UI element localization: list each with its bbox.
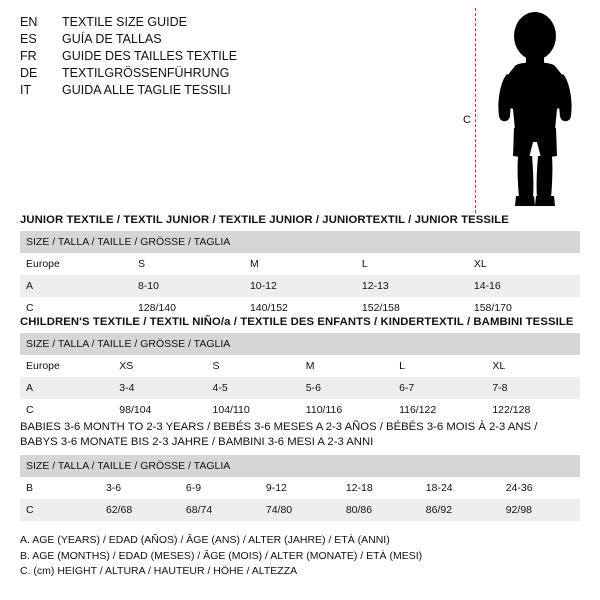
row-label: C xyxy=(20,499,100,521)
cell-value: 80/86 xyxy=(340,499,420,521)
language-code: DE xyxy=(20,66,38,80)
size-header-label: SIZE / TALLA / TAILLE / GRÖSSE / TAGLIA xyxy=(20,455,580,477)
table-row xyxy=(20,499,580,521)
language-code: IT xyxy=(20,83,32,97)
cell-value: S xyxy=(207,355,300,377)
language-row xyxy=(20,48,440,65)
cell-value: 10-12 xyxy=(244,275,356,297)
height-measurement-figure xyxy=(455,8,585,213)
junior-size-table xyxy=(20,231,580,319)
row-label: A xyxy=(20,275,132,297)
cell-value: 110/116 xyxy=(300,399,393,421)
language-code: EN xyxy=(20,15,38,29)
babies-size-table xyxy=(20,455,580,521)
row-label: C xyxy=(20,297,132,319)
cell-value: 62/68 xyxy=(100,499,180,521)
table-row xyxy=(20,377,580,399)
language-title: GUIDA ALLE TAGLIE TESSILI xyxy=(62,83,231,97)
section-title-junior: JUNIOR TEXTILE / TEXTIL JUNIOR / TEXTILE JUNIOR / JUNIORTEXTIL / JUNIOR TESSILE xyxy=(20,214,509,226)
row-label: Europe xyxy=(20,355,113,377)
cell-value: XL xyxy=(486,355,580,377)
cell-value: L xyxy=(393,355,486,377)
cell-value: 9-12 xyxy=(260,477,340,499)
cell-value: 128/140 xyxy=(132,297,244,319)
cell-value: 86/92 xyxy=(420,499,500,521)
cell-value: 5-6 xyxy=(300,377,393,399)
cell-value: 24-36 xyxy=(500,477,580,499)
cell-value: 12-18 xyxy=(340,477,420,499)
cell-value: 104/110 xyxy=(207,399,300,421)
cell-value: XS xyxy=(113,355,206,377)
language-code: ES xyxy=(20,32,37,46)
toddler-silhouette-icon xyxy=(485,10,585,210)
language-row xyxy=(20,31,440,48)
cell-value: 4-5 xyxy=(207,377,300,399)
section-title-children: CHILDREN'S TEXTILE / TEXTIL NIÑO/а / TEXTILE DES ENFANTS / KINDERTEXTIL / BAMBINI TESSILE xyxy=(20,316,574,328)
cell-value: S xyxy=(132,253,244,275)
cell-value: 3-6 xyxy=(100,477,180,499)
cell-value: XL xyxy=(468,253,580,275)
cell-value: 122/128 xyxy=(486,399,580,421)
cell-value: 92/98 xyxy=(500,499,580,521)
table-row xyxy=(20,399,580,421)
language-row xyxy=(20,65,440,82)
size-header-label: SIZE / TALLA / TAILLE / GRÖSSE / TAGLIA xyxy=(20,231,580,253)
height-guide-line xyxy=(475,8,476,213)
row-label: Europe xyxy=(20,253,132,275)
cell-value: 140/152 xyxy=(244,297,356,319)
language-title: TEXTILE SIZE GUIDE xyxy=(62,15,188,29)
children-size-table xyxy=(20,333,580,421)
section-babies xyxy=(20,420,580,521)
cell-value: 6-7 xyxy=(393,377,486,399)
cell-value: L xyxy=(356,253,468,275)
language-title: GUIDE DES TAILLES TEXTILE xyxy=(62,49,238,63)
cell-value: 6-9 xyxy=(180,477,260,499)
language-row xyxy=(20,82,440,99)
footnote-b: B. AGE (MONTHS) / EDAD (MESES) / ÂGE (MOIS) / ALTER (MONATE) / ETÀ (MESI) xyxy=(20,549,423,562)
table-header-row xyxy=(20,231,580,253)
table-header-row xyxy=(20,455,580,477)
language-title-block xyxy=(20,14,440,99)
cell-value: M xyxy=(244,253,356,275)
table-row xyxy=(20,253,580,275)
row-label: B xyxy=(20,477,100,499)
size-header-label: SIZE / TALLA / TAILLE / GRÖSSE / TAGLIA xyxy=(20,333,580,355)
cell-value: 18-24 xyxy=(420,477,500,499)
cell-value: 158/170 xyxy=(468,297,580,319)
table-row xyxy=(20,477,580,499)
cell-value: 116/122 xyxy=(393,399,486,421)
language-title: GUÍA DE TALLAS xyxy=(62,32,162,46)
cell-value: 3-4 xyxy=(113,377,206,399)
cell-value: 12-13 xyxy=(356,275,468,297)
cell-value: 68/74 xyxy=(180,499,260,521)
section-junior xyxy=(20,214,580,319)
cell-value: 152/158 xyxy=(356,297,468,319)
cell-value: 7-8 xyxy=(486,377,580,399)
language-row xyxy=(20,14,440,31)
section-title-babies-line2: BABYS 3-6 MONATE BIS 2-3 JAHRE / BAMBINI 3-6 MESI A 2-3 ANNI xyxy=(20,436,374,448)
language-code: FR xyxy=(20,49,37,63)
footnote-a: A. AGE (YEARS) / EDAD (AÑOS) / ÂGE (ANS) / ALTER (JAHRE) / ETÀ (ANNI) xyxy=(20,534,390,546)
cell-value: 8-10 xyxy=(132,275,244,297)
cell-value: M xyxy=(300,355,393,377)
table-row xyxy=(20,275,580,297)
footnotes-block xyxy=(20,533,580,580)
cell-value: 74/80 xyxy=(260,499,340,521)
cell-value: 98/104 xyxy=(113,399,206,421)
footnote-c: C. (cm) HEIGHT / ALTURA / HAUTEUR / HÖHE / ALTEZZA xyxy=(20,565,298,577)
section-title-babies-line1: BABIES 3-6 MONTH TO 2-3 YEARS / BEBÉS 3-6 MESES A 2-3 AÑOS / BÉBÉS 3-6 MOIS À 2-3 ANS / xyxy=(20,421,538,433)
measurement-label-c: C xyxy=(463,114,471,126)
table-header-row xyxy=(20,333,580,355)
row-label: A xyxy=(20,377,113,399)
row-label: C xyxy=(20,399,113,421)
section-children xyxy=(20,316,580,421)
cell-value: 14-16 xyxy=(468,275,580,297)
table-row xyxy=(20,355,580,377)
language-title: TEXTILGRÖSSENFÜHRUNG xyxy=(62,66,230,80)
